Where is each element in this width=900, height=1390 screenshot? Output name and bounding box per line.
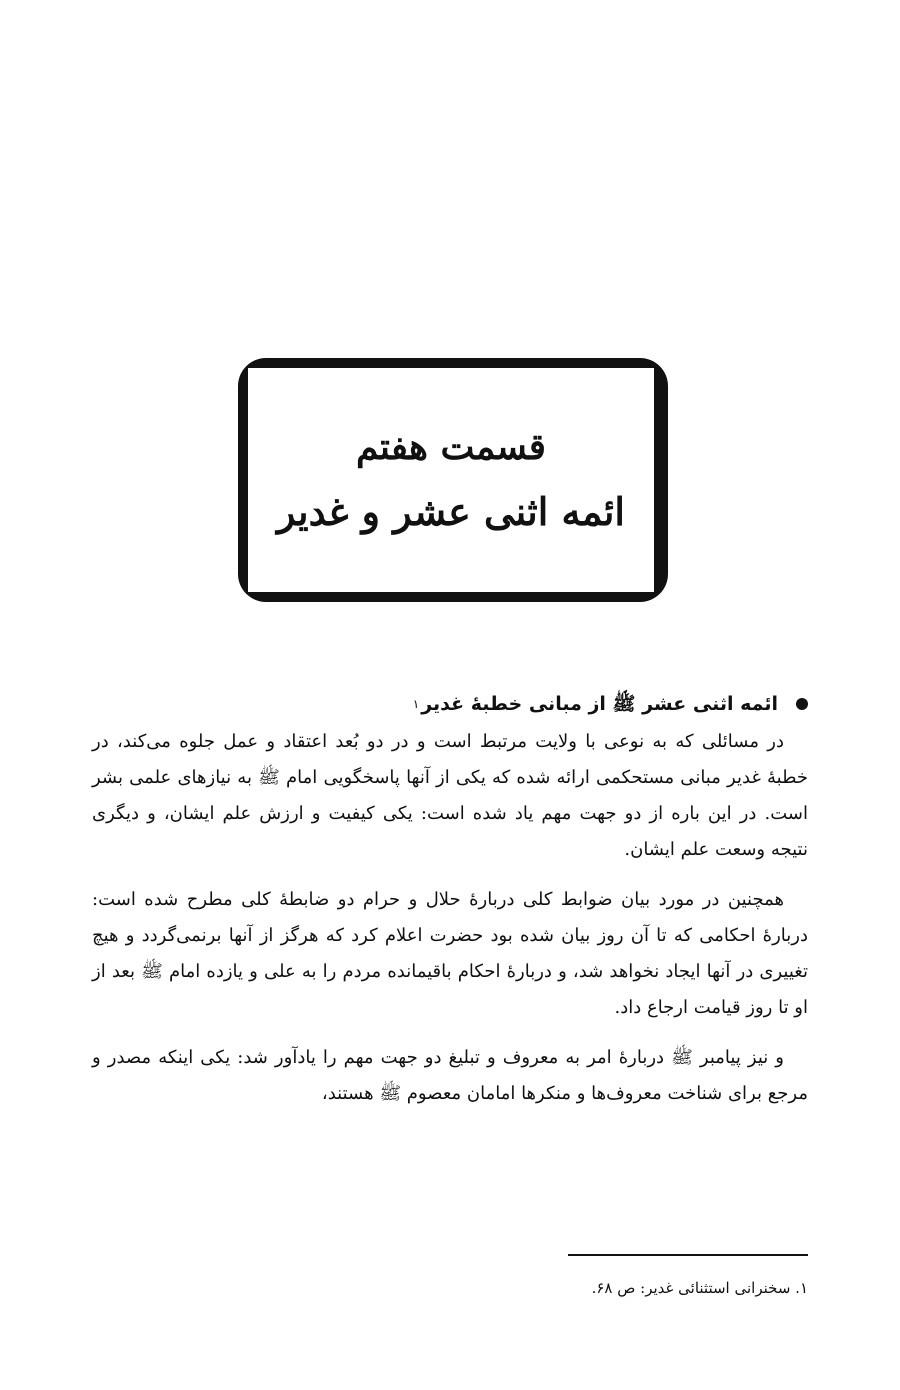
footnote-divider: [568, 1254, 808, 1256]
paragraph-3: و نیز پیامبر ﷺ دربارهٔ امر به معروف و تبلیغ دو جهت مهم را یادآور شد: یکی اینکه مصدر و مرجع برای شناخت معروف‌ها و منکرها امامان معصوم ﷺ هستند،: [92, 1047, 808, 1104]
paragraph-1: در مسائلی که به نوعی با ولایت مرتبط است و در دو بُعد اعتقاد و عمل جلوه می‌کند، در خطبهٔ غدیر مبانی مستحکمی ارائه شده که یکی از آنها پاسخگویی امام ﷺ به نیازهای علمی بشر است. در این باره از دو جهت مهم یاد شده است: یکی کیفیت و ارزش علم ایشان، و دیگری نتیجه وسعت علم ایشان.: [92, 731, 808, 860]
part-title: قسمت هفتم: [355, 425, 547, 468]
paragraph-2: همچنین در مورد بیان ضوابط کلی دربارهٔ حلال و حرام دو ضابطهٔ کلی مطرح شده است: دربارهٔ احکامی که تا آن روز بیان شده بود حضرت اعلام کرد که هرگز از آنها برنمی‌گردد و هیچ تغییری در آنها ایجاد نخواهد شد، و دربارهٔ احکام باقیمانده مردم را به علی و یازده امام ﷺ بعد از او تا روز قیامت ارجاع داد.: [92, 889, 808, 1018]
part-subtitle: ائمه اثنی عشر و غدیر: [277, 488, 625, 534]
title-frame: [246, 366, 656, 594]
main-text: [92, 684, 808, 1126]
section-heading-text: ائمه اثنی عشر ﷺ از مبانی خطبهٔ غدیر: [421, 693, 778, 715]
footnote: ۱. سخنرانی استثنائی غدیر: ص ۶۸.: [591, 1279, 808, 1297]
section-heading: ائمه اثنی عشر ﷺ از مبانی خطبهٔ غدیر ۱: [92, 684, 808, 724]
bullet-icon: [796, 698, 808, 710]
